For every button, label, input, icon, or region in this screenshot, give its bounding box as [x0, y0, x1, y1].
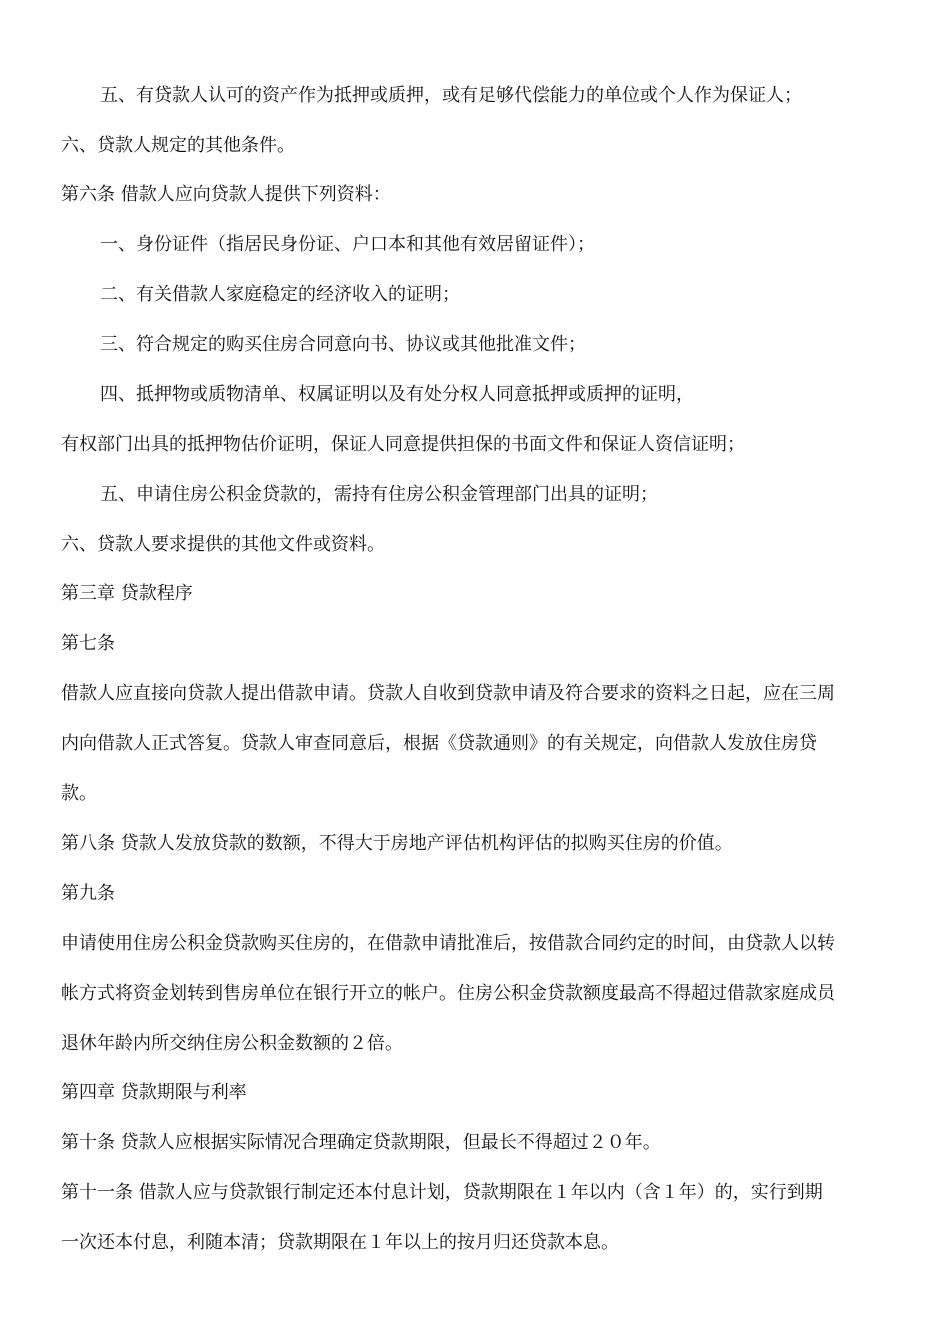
- article-7-text-cont: 内向借款人正式答复。贷款人审查同意后，根据《贷款通则》的有关规定，向借款人发放住房贷: [61, 733, 817, 754]
- article-7-heading: 第七条: [61, 633, 115, 654]
- article-6-item-6: 六、贷款人要求提供的其他文件或资料。: [61, 534, 385, 555]
- article-6-item-2: 二、有关借款人家庭稳定的经济收入的证明；: [100, 284, 460, 305]
- article-8-text: 第八条 贷款人发放贷款的数额，不得大于房地产评估机构评估的拟购买住房的价值。: [61, 833, 733, 854]
- article-9-text-end: 退休年龄内所交纳住房公积金数额的２倍。: [61, 1033, 403, 1054]
- article-11-text-cont: 一次还本付息，利随本清；贷款期限在１年以上的按月归还贷款本息。: [61, 1232, 619, 1253]
- clause-item-6-other-conditions: 六、贷款人规定的其他条件。: [61, 135, 295, 156]
- chapter-4-heading: 第四章 贷款期限与利率: [61, 1082, 247, 1103]
- article-9-text-cont: 帐方式将资金划转到售房单位在银行开立的帐户。住房公积金贷款额度最高不得超过借款家庭成员: [61, 983, 835, 1004]
- article-9-heading: 第九条: [61, 883, 115, 904]
- article-6-item-4: 四、抵押物或质物清单、权属证明以及有处分权人同意抵押或质押的证明，: [100, 384, 694, 405]
- clause-item-5-collateral: 五、有贷款人认可的资产作为抵押或质押，或有足够代偿能力的单位或个人作为保证人；: [100, 85, 802, 106]
- article-11-text: 第十一条 借款人应与贷款银行制定还本付息计划，贷款期限在１年以内（含１年）的，实行到期: [61, 1182, 823, 1203]
- article-9-text: 申请使用住房公积金贷款购买住房的，在借款申请批准后，按借款合同约定的时间，由贷款人以转: [61, 933, 835, 954]
- article-6-item-1: 一、身份证件（指居民身份证、户口本和其他有效居留证件）；: [100, 234, 595, 255]
- article-6-item-3: 三、符合规定的购买住房合同意向书、协议或其他批准文件；: [100, 334, 586, 355]
- article-7-text: 借款人应直接向贷款人提出借款申请。贷款人自收到贷款申请及符合要求的资料之日起，应在三周: [61, 683, 835, 704]
- article-10-text: 第十条 贷款人应根据实际情况合理确定贷款期限，但最长不得超过２０年。: [61, 1132, 661, 1153]
- article-7-text-end: 款。: [61, 783, 97, 804]
- article-6-heading: 第六条 借款人应向贷款人提供下列资料：: [61, 184, 391, 205]
- article-6-item-5: 五、申请住房公积金贷款的，需持有住房公积金管理部门出具的证明；: [100, 484, 658, 505]
- article-6-item-4-cont: 有权部门出具的抵押物估价证明，保证人同意提供担保的书面文件和保证人资信证明；: [61, 434, 745, 455]
- chapter-3-heading: 第三章 贷款程序: [61, 583, 193, 604]
